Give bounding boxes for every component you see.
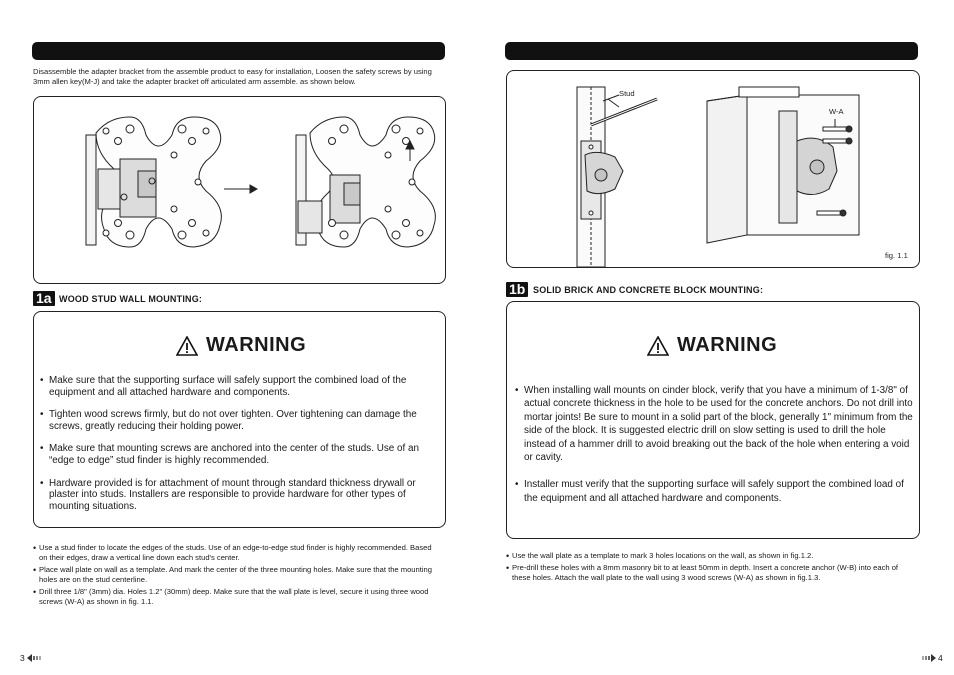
right-header-bar xyxy=(505,42,918,60)
next-arrow-icon xyxy=(920,654,936,662)
section-title-wood-stud: WOOD STUD WALL MOUNTING: xyxy=(59,294,203,304)
warning-triangle-icon xyxy=(647,336,669,356)
warning-item: • Installer must verify that the supporting surface will safely support the combined load of the equipment and all attached hardware and components. xyxy=(515,478,913,505)
warning-item: • When installing wall mounts on cinder block, verify that you have a minimum of 1-3/8" of actual concrete thickness in the hole to be used for the concrete anchors. Do not drill into mortar joints! Be sure to mount in a solid part of the block, generally 1" minimum from the side of the block. It is suggested electric drill on slow setting is used to drill the hole instead of a hammer drill to avoid breaking out the back of the hole when entering a void or cavity. xyxy=(515,384,913,464)
page-number-left xyxy=(20,653,43,663)
disassembly-illustration xyxy=(34,97,445,283)
label-stud: Stud xyxy=(619,89,635,98)
note-item: • Place wall plate on wall as a template. And mark the center of the three mounting holes. Make sure that the mounting holes are on the stud centerline. xyxy=(33,565,433,585)
page-number-3: 3 xyxy=(20,653,25,663)
warning-label-left: WARNING xyxy=(206,334,307,356)
warning-item: • Hardware provided is for attachment of mount through standard thickness drywall or plaster into studs. Installers are responsible to provide hardware for other types of mounting situations. xyxy=(40,478,440,513)
warning-label-right: WARNING xyxy=(677,334,778,356)
section-badge-1b: 1b xyxy=(506,282,528,297)
note-item: • Drill three 1/8" (3mm) dia. Holes 1.2" (30mm) deep. Make sure that the wall plate is level, secure it using three wood screws (W-A) as shown in fig. 1.1. xyxy=(33,587,433,607)
notes-left xyxy=(33,543,433,609)
note-item: • Use a stud finder to locate the edges of the studs. Use of an edge-to-edge stud finder is highly recommended. Based on their edges, draw a vertical line down each stud's center. xyxy=(33,543,433,563)
note-item: • Pre-drill these holes with a 8mm masonry bit to at least 50mm in depth. Insert a concrete anchor (W-B) into each of these holes. Attach the wall plate to the wall using 3 wood screws (W-A) as shown in fig.1.3. xyxy=(506,563,918,583)
warning-box-left xyxy=(33,311,446,528)
warning-list-left xyxy=(40,375,440,523)
warning-heading-left xyxy=(176,334,306,357)
warning-box-right xyxy=(506,301,920,539)
warning-item: • Tighten wood screws firmly, but do not over tighten. Over tightening can damage the screws, greatly reducing their holding power. xyxy=(40,409,440,432)
prev-arrow-icon xyxy=(27,654,43,662)
stud-mount-illustration xyxy=(507,71,919,267)
note-item: • Use the wall plate as a template to mark 3 holes locations on the wall, as shown in fig.1.2. xyxy=(506,551,918,561)
warning-heading-right xyxy=(647,334,777,357)
figure-disassembly xyxy=(33,96,446,284)
figure-caption: fig. 1.1 xyxy=(885,251,908,260)
warning-item: • Make sure that mounting screws are anchored into the center of the studs. Use of an “edge to edge” stud finder is highly recommended. xyxy=(40,443,440,466)
intro-text: Disassemble the adapter bracket from the assemble product to easy for installation, Loosen the safety screws by using 3mm allen key(M-J) and take the adapter bracket off articulated arm assemble. as shown below. xyxy=(33,67,432,86)
notes-right xyxy=(506,551,918,585)
page-number-right xyxy=(920,653,943,663)
section-badge-1a: 1a xyxy=(33,291,55,306)
warning-item: • Make sure that the supporting surface will safely support the combined load of the equipment and all attached hardware and components. xyxy=(40,375,440,398)
left-header-bar xyxy=(32,42,445,60)
label-wa: W-A xyxy=(829,107,844,116)
figure-1-1 xyxy=(506,70,920,268)
warning-list-right xyxy=(515,384,913,516)
page-number-4: 4 xyxy=(938,653,943,663)
section-title-brick: SOLID BRICK AND CONCRETE BLOCK MOUNTING: xyxy=(533,285,764,295)
warning-triangle-icon xyxy=(176,336,198,356)
